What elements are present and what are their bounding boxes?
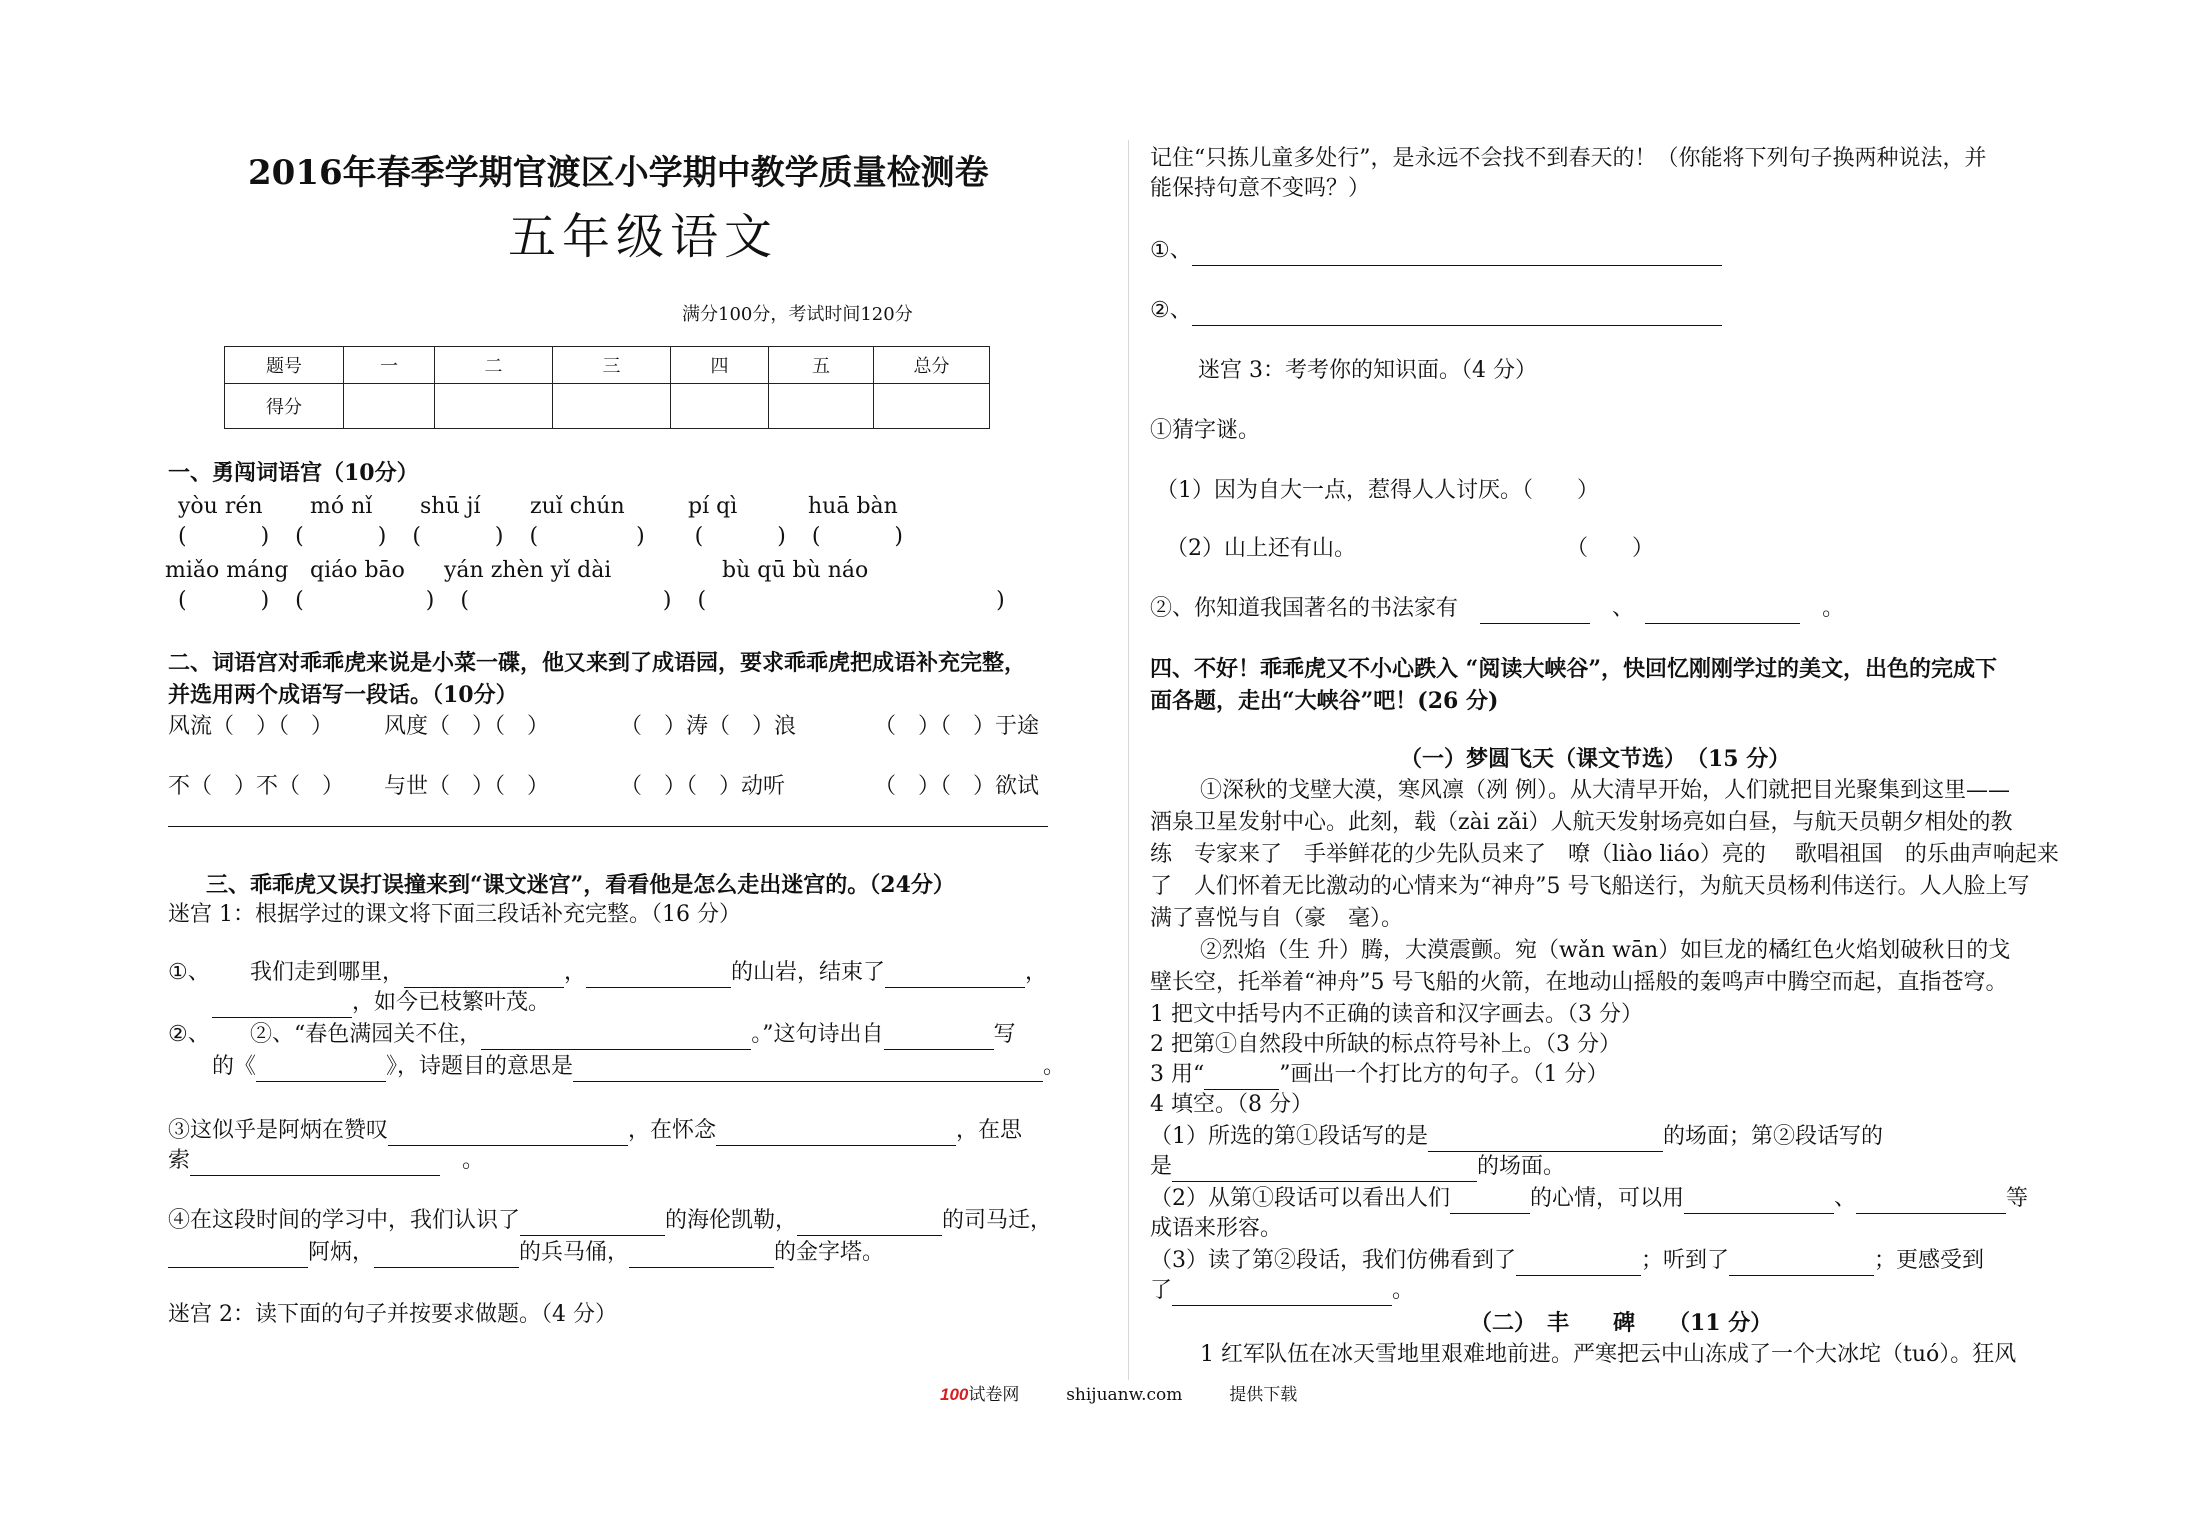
section2-heading: 并选用两个成语写一段话。（10分）	[168, 682, 518, 708]
passage-line: 酒泉卫星发射中心。此刻，载（zài zǎi）人航天发射场亮如白昼，与航天员朝夕相处的教	[1150, 810, 2013, 835]
maze1-q3-cont: 索 。	[168, 1146, 484, 1176]
q3-text: ”画出一个打比方的句子。（1 分）	[1279, 1062, 1609, 1087]
separator: 、	[1612, 596, 1624, 621]
blank-line[interactable]	[1645, 601, 1800, 624]
q4-text: 阿炳，	[308, 1240, 375, 1265]
score-table-header-row	[225, 347, 990, 384]
exam-info: 满分100分，考试时间120分	[682, 304, 913, 325]
fill-text: 是	[1150, 1154, 1173, 1179]
score-row-label: 得分	[225, 384, 344, 429]
blank-line[interactable]	[1192, 243, 1722, 266]
q4-text: 的司马迁，	[942, 1208, 1053, 1233]
score-header-cell: 二	[435, 347, 553, 384]
q3-text: ③这似乎是阿炳在赞叹	[168, 1118, 389, 1143]
pinyin-word: mó nǐ	[310, 494, 373, 519]
section1-heading: 一、勇闯词语宫（10分）	[168, 460, 419, 486]
pinyin-word: pí qì	[688, 494, 738, 519]
maze1-heading: 迷宫 1：根据学过的课文将下面三段话补充完整。（16 分）	[168, 902, 741, 927]
blank-line[interactable]	[374, 1245, 519, 1268]
answer-parens-row[interactable]: ( ) ( ) ( ) ( )	[178, 588, 1007, 613]
blank-line[interactable]	[256, 1059, 386, 1082]
question-3	[1150, 1060, 1609, 1090]
passage2-title: （二） 丰 碑 （11 分）	[1470, 1310, 1773, 1336]
fill-text: 。	[1392, 1278, 1415, 1303]
blank-line	[1204, 1067, 1279, 1090]
pinyin-word: yòu rén	[178, 494, 263, 519]
blank-line[interactable]	[388, 1123, 628, 1146]
passage-line: ①深秋的戈壁大漠，寒风凛（冽 例）。从大清早开始，人们就把目光聚集到这里——	[1200, 778, 2010, 803]
idiom-item[interactable]: （ ）（ ）动听	[620, 774, 786, 799]
exam-title: 2016年春季学期官渡区小学期中教学质量检测卷	[248, 153, 989, 193]
blank-label: ①、	[1150, 238, 1192, 263]
score-cell[interactable]	[769, 384, 874, 429]
answer-parens-row[interactable]: ( ) ( ) ( ) ( ) ( ) ( )	[178, 524, 905, 549]
q2-text: 的《	[212, 1054, 257, 1079]
question-1: 1 把文中括号内不正确的读音和汉字画去。（3 分）	[1150, 1002, 1643, 1027]
riddle-answer-parens[interactable]: （ ）	[1566, 536, 1655, 561]
q4-text: 的金字塔。	[774, 1240, 885, 1265]
maze1-q3	[168, 1116, 1022, 1146]
maze1-q2	[250, 1020, 1016, 1050]
fill-text: 的场面。	[1477, 1154, 1566, 1179]
q4-text: ④在这段时间的学习中，我们认识了	[168, 1208, 521, 1233]
score-header-cell: 四	[671, 347, 769, 384]
blank-line[interactable]	[573, 1059, 1043, 1082]
blank-line[interactable]	[190, 1153, 440, 1176]
maze2-heading: 迷宫 2：读下面的句子并按要求做题。（4 分）	[168, 1302, 617, 1327]
period: 。	[1822, 596, 1845, 621]
idiom-item[interactable]: （ ）涛（ ）浪	[620, 714, 797, 739]
passage-line: 1 红军队伍在冰天雪地里艰难地前进。严寒把云中山冻成了一个大冰坨（tuó）。狂风	[1200, 1342, 2017, 1367]
blank-line[interactable]	[168, 1245, 308, 1268]
score-cell[interactable]	[435, 384, 553, 429]
q3-text: ，在思	[956, 1118, 1023, 1143]
intro-text: 记住“只拣儿童多处行”，是永远不会找不到春天的！（你能将下列句子换两种说法，并	[1150, 146, 1987, 171]
q3-text: 3 用“	[1150, 1062, 1205, 1087]
idiom-item[interactable]: 风流（ ）（ ）	[168, 714, 334, 739]
fill-3	[1150, 1246, 1984, 1276]
calligraphers-question	[1150, 594, 1844, 624]
intro-text: 能保持句意不变吗？）	[1150, 176, 1371, 201]
blank-line[interactable]	[212, 995, 352, 1018]
fill-text: 等	[2006, 1186, 2029, 1211]
passage-line: 了 人们怀着无比激动的心情来为“神舟”5 号飞船送行，为航天员杨利伟送行。人人脸上写	[1150, 874, 2030, 899]
site-logo: 100	[940, 1385, 969, 1404]
fill-3-cont	[1150, 1276, 1414, 1306]
fill-text: ；听到了	[1641, 1248, 1730, 1273]
score-header-cell: 总分	[874, 347, 990, 384]
pinyin-word: bù qū bù náo	[722, 558, 869, 583]
maze1-q2-cont: 的《 》，诗题目的意思是 。	[212, 1052, 1065, 1082]
riddle-heading: ①猜字谜。	[1150, 418, 1261, 443]
fill-1-cont	[1150, 1152, 1565, 1182]
fill-text: ；更感受到	[1874, 1248, 1985, 1273]
blank-line[interactable]	[1480, 601, 1590, 624]
score-cell[interactable]	[344, 384, 435, 429]
q1-text: 我们走到哪里，	[250, 960, 405, 985]
footer-site-url[interactable]: shijuanw.com	[1066, 1385, 1183, 1405]
rewrite-line-1	[1150, 236, 1722, 266]
maze1-q1-cont	[212, 988, 550, 1018]
passage-line: 练 专家来了 手举鲜花的少先队员来了 嘹（liào liáo）亮的 歌唱祖国 的乐曲声响起来	[1150, 842, 2059, 867]
idiom-item[interactable]: （ ）（ ）欲试	[874, 774, 1040, 799]
question-number: ①、	[168, 960, 210, 985]
pinyin-word: zuǐ chún	[530, 494, 625, 519]
blank-line[interactable]	[1192, 303, 1722, 326]
section4-heading: 面各题，走出“大峡谷”吧！(26 分)	[1150, 688, 1499, 714]
q3-text: 索	[168, 1148, 191, 1173]
footer	[940, 1380, 1297, 1405]
calligraphers-text: ②、你知道我国著名的书法家有	[1150, 596, 1459, 621]
blank-line[interactable]	[520, 1213, 665, 1236]
passage-line: 满了喜悦与自（豪 毫）。	[1150, 906, 1404, 931]
blank-line[interactable]	[1428, 1129, 1663, 1152]
passage-line: ②烈焰（生 升）腾，大漠震颤。宛（wǎn wān）如巨龙的橘红色火焰划破秋日的戈	[1200, 938, 2011, 963]
idiom-item[interactable]: 与世（ ）（ ）	[384, 774, 550, 799]
pinyin-word: shū jí	[420, 494, 481, 519]
q2-text: 。”这句诗出自	[751, 1022, 884, 1047]
score-table-score-row	[225, 384, 990, 429]
section3-heading: 三、乖乖虎又误打误撞来到“课文迷宫”，看看他是怎么走出迷宫的。（24分）	[206, 872, 955, 898]
blank-line[interactable]	[884, 1027, 994, 1050]
writing-line[interactable]	[168, 826, 1048, 827]
score-cell[interactable]	[553, 384, 671, 429]
riddle-item: （2）山上还有山。	[1166, 536, 1356, 561]
fill-text: （2）从第①段话可以看出人们	[1150, 1186, 1450, 1211]
q1-text: ，如今已枝繁叶茂。	[352, 990, 551, 1015]
blank-line[interactable]	[629, 1245, 774, 1268]
q2-text: 》，诗题目的意思是	[386, 1054, 574, 1079]
pinyin-word: miǎo máng	[165, 558, 289, 583]
score-header-cell: 题号	[225, 347, 344, 384]
passage-line: 壁长空，托举着“神舟”5 号飞船的火箭，在地动山摇般的轰鸣声中腾空而起，直指苍穹。	[1150, 970, 2008, 995]
fill-text: （3）读了第②段话，我们仿佛看到了	[1150, 1248, 1516, 1273]
score-cell[interactable]	[671, 384, 769, 429]
blank-line[interactable]	[586, 965, 731, 988]
score-header-cell: 三	[553, 347, 671, 384]
idiom-item[interactable]: （ ）（ ）于途	[874, 714, 1040, 739]
fill-text: 的场面；第②段话写的	[1663, 1124, 1884, 1149]
blank-line[interactable]	[1684, 1191, 1834, 1214]
blank-line[interactable]	[1172, 1283, 1392, 1306]
blank-line[interactable]	[1856, 1191, 2006, 1214]
fill-2	[1150, 1184, 2028, 1214]
maze1-q4	[168, 1206, 1052, 1236]
passage1-title: （一）梦圆飞天（课文节选） （15 分）	[1400, 746, 1791, 772]
footer-site-name: 试卷网	[968, 1385, 1020, 1405]
blank-line[interactable]	[797, 1213, 942, 1236]
riddle-item[interactable]: （1）因为自大一点，惹得人人讨厌。（ ）	[1156, 478, 1599, 503]
section2-heading: 二、词语宫对乖乖虎来说是小菜一碟，他又来到了成语园，要求乖乖虎把成语补充完整，	[168, 650, 1027, 676]
footer-provided: 提供下载	[1229, 1385, 1298, 1405]
blank-line[interactable]	[716, 1123, 956, 1146]
pinyin-word: qiáo bāo	[310, 558, 405, 583]
pinyin-word: yán zhèn yǐ dài	[444, 558, 612, 583]
question-2: 2 把第①自然段中所缺的标点符号补上。（3 分）	[1150, 1032, 1621, 1057]
fill-2-cont: 成语来形容。	[1150, 1216, 1283, 1241]
rewrite-line-2	[1150, 296, 1722, 326]
blank-line[interactable]	[1450, 1191, 1530, 1214]
blank-line[interactable]	[481, 1027, 751, 1050]
score-header-cell: 一	[344, 347, 435, 384]
maze3-heading: 迷宫 3：考考你的知识面。（4 分）	[1198, 358, 1537, 383]
column-divider	[1128, 140, 1129, 1380]
score-cell[interactable]	[874, 384, 990, 429]
blank-line[interactable]	[1516, 1253, 1641, 1276]
q4-text: 的海伦凯勒，	[665, 1208, 798, 1233]
idiom-item[interactable]: 不（ ）不（ ）	[168, 774, 345, 799]
blank-line[interactable]	[885, 965, 1025, 988]
blank-line[interactable]	[404, 965, 564, 988]
fill-text: 的心情，可以用	[1530, 1186, 1685, 1211]
q4-text: 的兵马俑，	[519, 1240, 630, 1265]
fill-text: （1）所选的第①段话写的是	[1150, 1124, 1428, 1149]
blank-line[interactable]	[1172, 1159, 1477, 1182]
q3-text: ，在怀念	[628, 1118, 717, 1143]
subject-title: 五年级语文	[508, 209, 779, 265]
idiom-item[interactable]: 风度（ ）（ ）	[384, 714, 550, 739]
question-number: ②、	[168, 1022, 210, 1047]
maze1-q4-cont	[168, 1238, 884, 1268]
question-4: 4 填空。（8 分）	[1150, 1092, 1313, 1117]
fill-text: 了	[1150, 1278, 1173, 1303]
q1-text: 的山岩，结束了	[731, 960, 886, 985]
q2-text: ②、“春色满园关不住，	[250, 1022, 482, 1047]
q2-text: 写	[993, 1022, 1016, 1047]
maze1-q1: 我们走到哪里， ， 的山岩，结束了 ，	[250, 958, 1047, 988]
score-table	[224, 346, 990, 429]
fill-1	[1150, 1122, 1883, 1152]
blank-line[interactable]	[1729, 1253, 1874, 1276]
fill-text: 、	[1834, 1186, 1857, 1211]
section4-heading: 四、不好！乖乖虎又不小心跌入 “阅读大峡谷”，快回忆刚刚学过的美文，出色的完成下	[1150, 656, 1997, 682]
blank-label: ②、	[1150, 298, 1192, 323]
score-header-cell: 五	[769, 347, 874, 384]
pinyin-word: huā bàn	[808, 494, 898, 519]
